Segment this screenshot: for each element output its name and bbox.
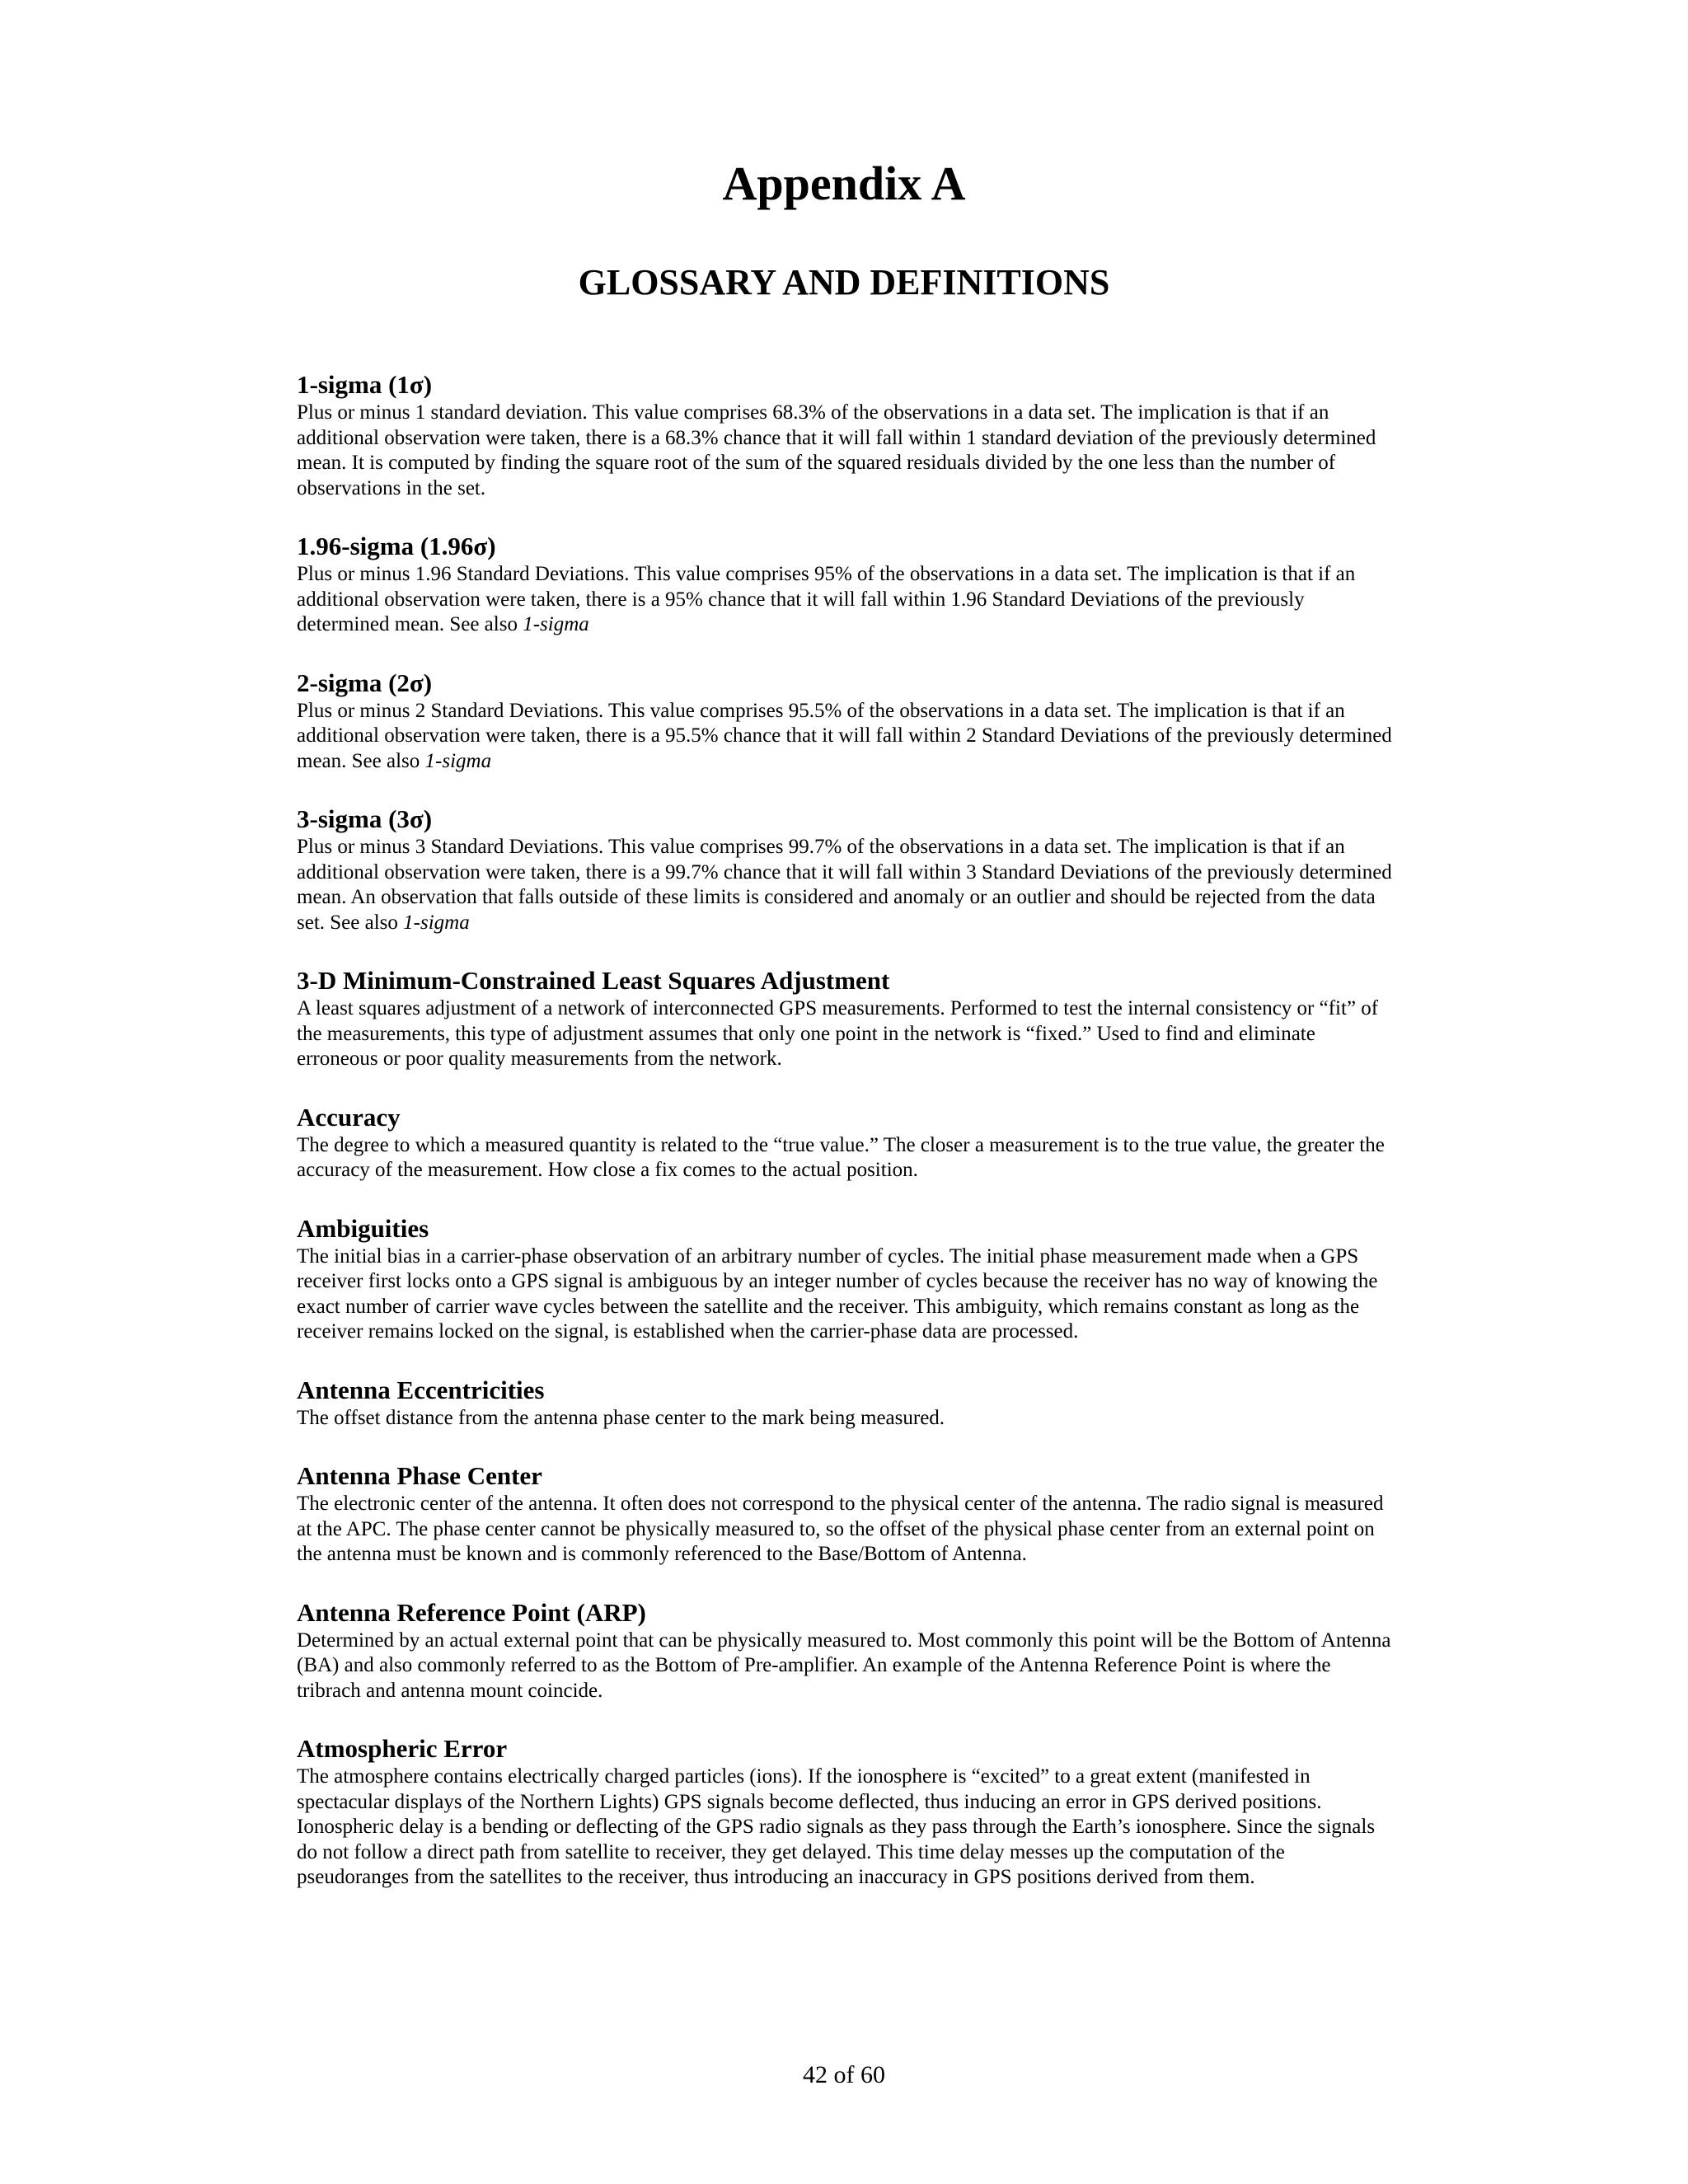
glossary-entry-2-sigma [297,668,1393,775]
term-heading: Antenna Reference Point (ARP) [297,1597,646,1627]
term-definition: A least squares adjustment of a network of interconnected GPS measurements. Performed to test the internal consistency or “fit” of the measurements, this type of adjustment assumes that only one point in the network is “fixed.” Used to find and eliminate erroneous or poor quality measurements from the network. [297,997,1379,1070]
term-heading: 2-sigma (2σ) [297,668,433,697]
glossary-list [297,369,1393,1920]
glossary-entry-antenna-eccentricities [297,1375,1393,1432]
glossary-heading: GLOSSARY AND DEFINITIONS [578,262,1110,302]
term-definition: Determined by an actual external point that can be physically measured to. Most commonly this point will be the Bottom of Antenna (BA) and also commonly referred to as the Bottom of Pre-amplifier. An example of the Antenna Reference Point is where the tribrach and antenna mount coincide. [297,1629,1391,1702]
term-heading: 3-D Minimum-Constrained Least Squares Adjustment [297,966,890,995]
glossary-entry-ambiguities [297,1213,1393,1345]
term-definition: Plus or minus 1 standard deviation. This value comprises 68.3% of the observations in a data set. The implication is that if an additional observation were taken, there is a 68.3% chance that it will fall within 1 standard deviation of the previously determined mean. It is computed by finding the square root of the sum of the squared residuals divided by the one less than the number of observations in the set. [297,401,1376,499]
see-also-reference: 1-sigma [403,911,470,934]
glossary-entry-3d-adjustment [297,965,1393,1072]
term-heading: Atmospheric Error [297,1734,508,1763]
term-heading: 1-sigma (1σ) [297,370,433,399]
term-definition: The degree to which a measured quantity is related to the “true value.” The closer a measurement is to the true value, the greater the accuracy of the measurement. How close a fix comes to the actual position. [297,1133,1385,1181]
term-definition: Plus or minus 3 Standard Deviations. This value comprises 99.7% of the observations in a data set. The implication is that if an additional observation were taken, there is a 99.7% chance that it will fall within 3 Standard Deviations of the previously determined mean. An observation that falls outside of these limits is considered and anomaly or an outlier and should be rejected from the data set. See also 1-sigma [297,836,1392,934]
glossary-entry-antenna-phase-center [297,1460,1393,1568]
term-heading: Accuracy [297,1102,401,1132]
term-heading: 3-sigma (3σ) [297,804,433,833]
term-heading: Antenna Eccentricities [297,1375,545,1404]
glossary-entry-accuracy [297,1102,1393,1183]
page-number: 42 of 60 [803,2061,885,2088]
glossary-entry-atmospheric-error [297,1733,1393,1891]
glossary-entry-3-sigma [297,804,1393,935]
term-definition: The atmosphere contains electrically charged particles (ions). If the ionosphere is “excited” to a great extent (manifested in spectacular displays of the Northern Lights) GPS signals become deflected, thus inducing an error in GPS derived positions. Ionospheric delay is a bending or deflecting of the GPS radio signals as they pass through the Earth’s ionosphere. Since the signals do not follow a direct path from satellite to receiver, they get delayed. This time delay messes up the computation of the pseudoranges from the satellites to the receiver, thus introducing an inaccuracy in GPS positions derived from them. [297,1765,1376,1888]
see-also-reference: 1-sigma [523,613,589,635]
term-heading: Antenna Phase Center [297,1461,542,1490]
term-heading: 1.96-sigma (1.96σ) [297,532,496,560]
see-also-reference: 1-sigma [424,749,492,772]
term-heading: Ambiguities [297,1213,429,1243]
glossary-entry-1-sigma [297,369,1393,501]
glossary-entry-1-96-sigma [297,531,1393,638]
term-definition: The initial bias in a carrier-phase observation of an arbitrary number of cycles. The initial phase measurement made when a GPS receiver first locks onto a GPS signal is ambiguous by an integer number of cycles because the receiver has no way of knowing the exact number of carrier wave cycles between the satellite and the receiver. This ambiguity, which remains constant as long as the receiver remains locked on the signal, is established when the carrier-phase data are processed. [297,1244,1378,1343]
glossary-entry-antenna-reference-point [297,1597,1393,1704]
term-definition: The offset distance from the antenna phase center to the mark being measured. [297,1406,945,1429]
term-definition: The electronic center of the antenna. It often does not correspond to the physical center of the antenna. The radio signal is measured at the APC. The phase center cannot be physically measured to, so the offset of the physical phase center from an external point on the antenna must be known and is commonly referenced to the Base/Bottom of Antenna. [297,1493,1384,1565]
term-definition: Plus or minus 1.96 Standard Deviations. This value comprises 95% of the observations in a data set. The implication is that if an additional observation were taken, there is a 95% chance that it will fall within 1.96 Standard Deviations of the previously determined mean. See also 1-sigma [297,563,1356,635]
term-definition: Plus or minus 2 Standard Deviations. This value comprises 95.5% of the observations in a data set. The implication is that if an additional observation were taken, there is a 95.5% chance that it will fall within 2 Standard Deviations of the previously determined mean. See also 1-sigma [297,699,1392,772]
appendix-title: Appendix A [722,157,966,210]
